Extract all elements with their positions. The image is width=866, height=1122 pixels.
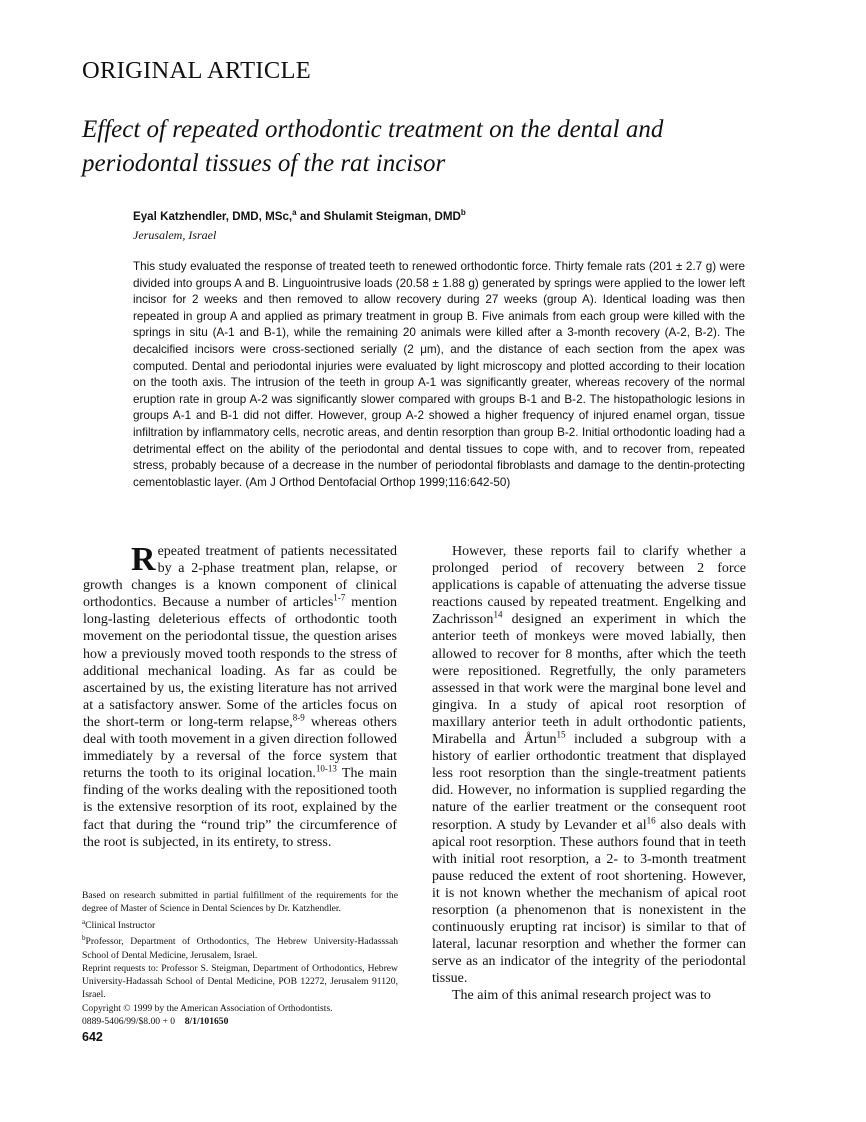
citation-ref: 10-13 <box>315 763 337 774</box>
footnotes <box>82 889 398 1028</box>
author-location: Jerusalem, Israel <box>133 228 217 242</box>
paragraph-text: The aim of this animal research project was to <box>452 988 711 1004</box>
citation-ref: 14 <box>493 609 503 620</box>
paragraph-text: However, these reports fail to clarify whether a prolonged period of recovery between 2 force applications is capable of attenuating the adverse tissue reactions caused by repeated treatment. Engelking and Zachrisson <box>432 544 746 628</box>
citation-ref: 15 <box>556 729 566 740</box>
footnote-a: $^a$Clinical Instructor <box>82 917 156 931</box>
citation-ref: 16 <box>646 814 656 825</box>
author-2: and Shulamit Steigman, DMD <box>296 209 461 223</box>
paragraph-text: also deals with apical root resorption. These authors found that in teeth with initial root resorption, a 2- to 3-month treatment pause reduced the extent of root shortening. However, it is not known whether the mechanism of apical root resorption (a phenomenon that is nonexistent in the continuously erupting rat incisor) is similar to that of lateral, lacunar resorption and whether the former can serve as an indicator of the integrity of the periodontal tissue. <box>432 817 746 987</box>
paragraph-text: epeated treatment of patients necessitated by a 2-phase treatment plan, relapse, or growth changes is a known component of clinical orthodontics. Because a number of articles <box>83 544 397 611</box>
paragraph-text: included a subgroup with a history of earlier orthodontic treatment that displayed less root resorption than the single-treatment patients did. However, no information is supplied regarding the nature of the earlier treatment or the consequent root resorption. A study by Levander et al <box>432 732 747 833</box>
paragraph-text: designed an experiment in which the anterior teeth of monkeys were moved labially, then allowed to recover for 8 months, after which the teeth were repositioned. Regretfully, the only parameters assessed in that work were the marginal bone level and gingiva. In a study of apical root resorption of maxillary anterior teeth in adult orthodontic patients, Mirabella and Årtun <box>432 612 746 748</box>
paragraph-text: whereas others deal with tooth movement in a given direction followed immediately by a reversal of the force system that returns the tooth to its original location. <box>83 714 398 782</box>
page-number: 642 <box>82 1030 103 1044</box>
footnote-issn: 0889-5406/99/$8.00 + 0 8/1/101650 <box>82 1016 229 1028</box>
footnote-copyright: Copyright © 1999 by the American Association of Orthodontists. <box>82 1002 333 1014</box>
authors <box>133 208 466 223</box>
drop-cap: R <box>131 541 156 578</box>
paragraph-text: The main finding of the works dealing with the repositioned tooth is the extensive resorption of its root, explained by the fact that during the “round trip” the circumference of the root is subjected, in its entirety, to stress. <box>83 766 397 850</box>
author-1: Eyal Katzhendler, DMD, MSc, <box>133 209 293 223</box>
body-column-left <box>83 543 397 851</box>
body-paragraph <box>83 543 397 851</box>
citation-ref: 8-9 <box>292 712 305 723</box>
body-paragraph <box>432 543 746 987</box>
footnote-reprint: Reprint requests to: Professor S. Steigman, Department of Orthodontics, Hebrew University-Hadassah School of Dental Medicine, POB 12272, Jerusalem 91120, Israel. <box>82 962 398 1001</box>
section-label: ORIGINAL ARTICLE <box>82 57 312 84</box>
citation-ref: 1-7 <box>333 592 346 603</box>
paragraph-text: mention long-lasting deleterious effects of orthodontic tooth movement on the periodontal tissue, the question arises how a previously moved tooth responds to the stress of additional mechanical loading. As far as could be ascertained by us, the existing literature has not arrived at a satisfactory answer. Some of the articles focus on the short-term or long-term relapse, <box>83 595 397 730</box>
footnote-b: $^b$Professor, Department of Orthodontics, The Hebrew University-Hadasssah School of Dental Medicine, Jerusalem, Israel. <box>82 934 398 961</box>
abstract: This study evaluated the response of treated teeth to renewed orthodontic force. Thirty female rats (201 ± 2.7 g) were divided into groups A and B. Linguointrusive loads (20.58 ± 1.88 g) generated by springs were applied to the lower left incisor for 2 weeks and then removed to allow recovery during 27 weeks (group A). Identical loading was then repeated in group A and applied as primary treatment in group B. Five animals from each group were killed with the springs in situ (A-1 and B-1), while the remaining 20 animals were killed after a 3-month recovery (A-2, B-2). The decalcified incisors were cross-sectioned serially (2 μm), and the distance of each section from the apex was computed. Dental and periodontal injuries were evaluated by light microscopy and plotted according to their location on the tooth axis. The intrusion of the teeth in group A-1 was significantly greater, whereas recovery of the normal eruption rate in group A-2 was significantly slower compared with groups B-1 and B-2. The histopathologic lesions in groups A-1 and B-1 did not differ. However, group A-2 showed a higher frequency of injured enamel organ, tissue infiltration by inflammatory cells, necrotic areas, and dentin resorption than group B-2. Initial orthodontic loading had a detrimental effect on the ability of the periodontal and dental tissues to cope with, and to recover from, repeated stress, probably because of a decrease in the number of periodontal fibroblasts and damage to the dentin-protecting cementoblastic layer. (Am J Orthod Dentofacial Orthop 1999;116:642-50) <box>133 260 745 489</box>
affiliation-mark-a: a <box>292 208 297 217</box>
body-column-right <box>432 543 746 1005</box>
body-paragraph <box>432 987 746 1004</box>
footnote-research: Based on research submitted in partial fulfillment of the requirements for the degree of Master of Science in Dental Sciences by Dr. Katzhendler. <box>82 890 398 915</box>
article-title: Effect of repeated orthodontic treatment on the dental and periodontal tissues of the rat incisor <box>82 116 664 177</box>
affiliation-mark-b: b <box>460 208 466 217</box>
